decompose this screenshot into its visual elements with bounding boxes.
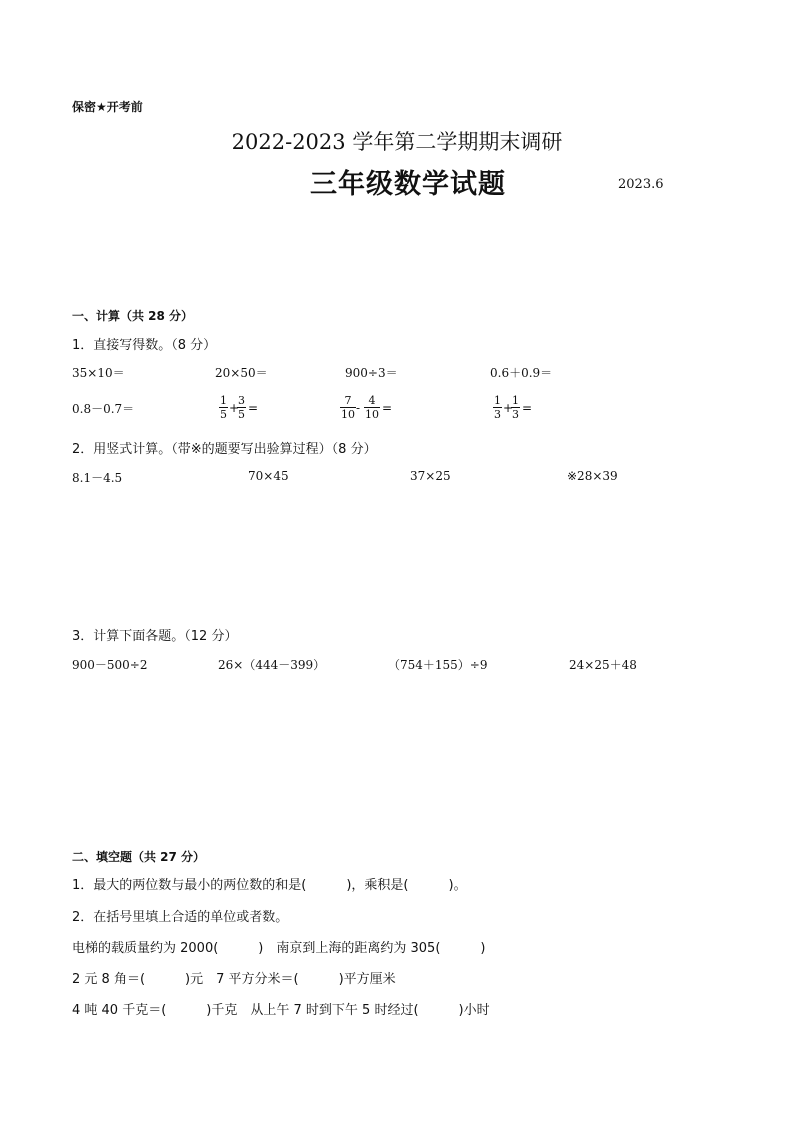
q2-item-2: 70×45 bbox=[248, 469, 289, 483]
q1-item-4: 0.6＋0.9＝ bbox=[490, 366, 553, 380]
fraction: 4 10 bbox=[365, 394, 379, 421]
q3-item-4: 24×25＋48 bbox=[569, 658, 637, 672]
section1-heading: 一、计算（共 28 分） bbox=[72, 309, 194, 323]
s2-fill-line-2: 2 元 8 角＝( )元 7 平方分米＝( )平方厘米 bbox=[72, 972, 396, 987]
q3-label: 3．计算下面各题。（12 分） bbox=[72, 629, 238, 644]
q1-label: 1．直接写得数。（8 分） bbox=[72, 338, 217, 353]
fraction: 3 5 bbox=[238, 394, 245, 421]
exam-title-main: 三年级数学试题 bbox=[310, 169, 506, 200]
section2-heading: 二、填空题（共 27 分） bbox=[72, 850, 206, 864]
s2-fill-line-1: 电梯的载质量约为 2000( ) 南京到上海的距离约为 305( ) bbox=[72, 941, 486, 956]
q1-item-3: 900÷3＝ bbox=[345, 366, 398, 380]
q2-item-4: ※28×39 bbox=[567, 469, 618, 483]
s2-q2-label: 2．在括号里填上合适的单位或者数。 bbox=[72, 910, 289, 925]
s2-fill-line-3: 4 吨 40 千克＝( )千克 从上午 7 时到下午 5 时经过( )小时 bbox=[72, 1003, 490, 1018]
fraction: 1 3 bbox=[512, 394, 519, 421]
q1-item-2: 20×50＝ bbox=[215, 366, 268, 380]
q2-item-1: 8.1－4.5 bbox=[72, 471, 123, 485]
fraction: 1 3 bbox=[494, 394, 501, 421]
q2-item-3: 37×25 bbox=[410, 469, 451, 483]
q3-item-3: （754＋155）÷9 bbox=[388, 658, 488, 672]
fraction: 7 10 bbox=[341, 394, 355, 421]
q3-item-1: 900－500÷2 bbox=[72, 658, 148, 672]
q2-label: 2．用竖式计算。（带※的题要写出验算过程）（8 分） bbox=[72, 442, 377, 457]
fraction: 1 5 bbox=[220, 394, 227, 421]
q3-item-2: 26×（444－399） bbox=[218, 658, 326, 672]
exam-date: 2023.6 bbox=[618, 177, 664, 192]
s2-q1: 1．最大的两位数与最小的两位数的和是( )，乘积是( )。 bbox=[72, 878, 467, 893]
exam-page: 保密★开考前 2022-2023 学年第二学期期末调研 三年级数学试题 2023.6 一、计算（共 28 分） 1．直接写得数。（8 分） 35×10＝ 20×50＝ 900÷3＝ 0.6＋0.9＝ 0.8－0.7＝ 1 5 + 3 5 = 7 10 - 4 10 = 1 3 + 1 3 = 2．用竖式计算。（带※的题要写出验算过程）（8 分） 8.1－4.5 70×45 37×25 ※28×39 3．计算下面各题。（12 分） 900－500÷2 26×（444－399） （754＋155）÷9 24×25＋48 二、填空题（共 27 分） 1．最大的两位数与最小的两位数的和是( )，乘积是( )。 2．在括号里填上合适的单位或者数。 电梯的载质量约为 2000( ) 南京到上海的距离约为 305( ) 2 元 8 角＝( )元 7 平方分米＝( )平方厘米 4 吨 40 千克＝( )千克 从上午 7 时到下午 5 时经过( )小时 bbox=[0, 0, 794, 1123]
confidential-label: 保密★开考前 bbox=[72, 100, 143, 114]
exam-title-line1: 2022-2023 学年第二学期期末调研 bbox=[231, 130, 563, 154]
q1-item-5: 0.8－0.7＝ bbox=[72, 402, 135, 416]
q1-item-1: 35×10＝ bbox=[72, 366, 125, 380]
